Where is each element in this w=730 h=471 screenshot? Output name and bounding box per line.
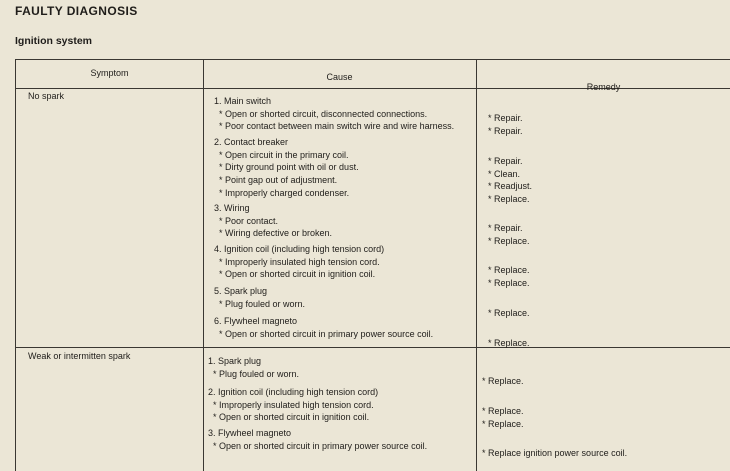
cause-title: 4. Ignition coil (including high tension cord)	[214, 244, 385, 254]
remedy-line: * Repair.	[488, 113, 523, 123]
cause-group	[214, 243, 384, 281]
remedy-line: * Replace.	[488, 265, 530, 275]
cause-line: * Poor contact between main switch wire and wire harness.	[219, 121, 455, 132]
header-symptom: Symptom	[90, 68, 129, 78]
cause-title: 6. Flywheel magneto	[214, 316, 298, 326]
symptom-no-spark: No spark	[28, 91, 65, 101]
cause-group	[214, 202, 332, 240]
header-cause: Cause	[326, 72, 353, 82]
cause-group	[208, 427, 427, 452]
symptom-weak-spark: Weak or intermitten spark	[28, 351, 131, 361]
remedy-group	[488, 112, 523, 137]
cause-line: * Open or shorted circuit in ignition coil.	[219, 269, 376, 280]
cause-line: * Plug fouled or worn.	[219, 298, 306, 309]
cause-line: * Improperly insulated high tension cord.	[213, 399, 374, 410]
cause-line: * Open or shorted circuit in primary power source coil.	[219, 328, 434, 339]
cause-group	[208, 355, 299, 380]
cause-title: 3. Flywheel magneto	[208, 428, 292, 438]
remedy-group	[488, 222, 530, 247]
diagnosis-table	[15, 59, 730, 471]
cause-line: * Wiring defective or broken.	[219, 228, 333, 239]
remedy-group	[488, 337, 530, 350]
remedy-line: * Replace.	[488, 308, 530, 318]
cause-title: 2. Contact breaker	[214, 137, 289, 147]
cause-group	[214, 136, 359, 200]
cause-line: * Plug fouled or worn.	[213, 368, 300, 379]
remedy-line: * Repair.	[488, 223, 523, 233]
column-divider	[476, 60, 477, 471]
remedy-group	[482, 447, 627, 460]
remedy-group	[482, 405, 524, 430]
cause-line: * Improperly insulated high tension cord.	[219, 256, 380, 267]
remedy-line: * Replace ignition power source coil.	[482, 448, 628, 458]
remedy-line: * Replace.	[488, 277, 530, 288]
remedy-line: * Repair.	[488, 125, 523, 136]
remedy-line: * Replace.	[488, 194, 530, 205]
cause-group	[214, 285, 305, 310]
cause-group	[214, 95, 454, 133]
remedy-line: * Readjust.	[488, 181, 533, 192]
cause-line: * Poor contact.	[219, 215, 279, 226]
remedy-line: * Replace.	[482, 406, 524, 416]
cause-line: * Point gap out of adjustment.	[219, 175, 338, 186]
remedy-line: * Clean.	[488, 168, 521, 179]
remedy-line: * Replace.	[482, 376, 524, 386]
remedy-line: * Replace.	[488, 235, 530, 246]
cause-line: * Improperly charged condenser.	[219, 187, 350, 198]
cause-title: 1. Spark plug	[208, 356, 262, 366]
remedy-group	[482, 375, 524, 388]
column-divider	[203, 60, 204, 471]
cause-title: 5. Spark plug	[214, 286, 268, 296]
remedy-group	[488, 307, 530, 320]
cause-title: 1. Main switch	[214, 96, 272, 106]
header-remedy: Remedy	[586, 82, 621, 92]
cause-group	[214, 315, 433, 340]
cause-group	[208, 386, 378, 424]
remedy-group	[488, 155, 532, 206]
cause-line: * Open or shorted circuit in ignition coil.	[213, 412, 370, 423]
cause-line: * Dirty ground point with oil or dust.	[219, 162, 359, 173]
row-divider	[16, 347, 730, 348]
cause-line: * Open circuit in the primary coil.	[219, 149, 349, 160]
cause-title: 3. Wiring	[214, 203, 250, 213]
remedy-line: * Repair.	[488, 156, 523, 166]
section-title: Ignition system	[15, 35, 93, 47]
page-title: FAULTY DIAGNOSIS	[15, 4, 138, 18]
remedy-line: * Replace.	[482, 418, 524, 429]
cause-line: * Open or shorted circuit in primary power source coil.	[213, 440, 428, 451]
remedy-group	[488, 264, 530, 289]
remedy-line: * Replace.	[488, 338, 530, 348]
cause-line: * Open or shorted circuit, disconnected connections.	[219, 108, 428, 119]
cause-title: 2. Ignition coil (including high tension cord)	[208, 387, 379, 397]
